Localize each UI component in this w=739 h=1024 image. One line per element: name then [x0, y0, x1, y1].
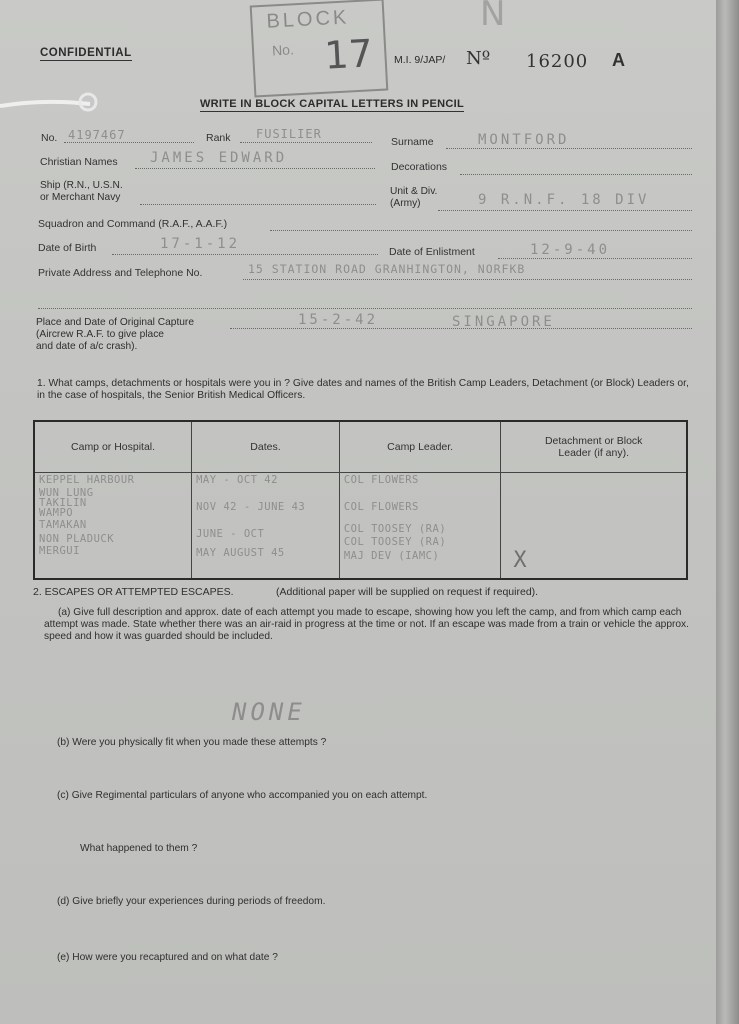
- form-number: 16200: [526, 51, 589, 72]
- question-2a-answer: NONE: [232, 698, 306, 726]
- address-line-2: [38, 308, 692, 309]
- stamp-no-label: No.: [271, 41, 295, 59]
- no-value: 4197467: [68, 128, 126, 142]
- header-detachment: Detachment or Block Leader (if any).: [501, 421, 687, 473]
- form-number-label: Nº: [466, 48, 491, 69]
- leader-cell: COL TOOSEY (RA): [343, 523, 447, 535]
- dates-cell: MAY AUGUST 45: [196, 547, 285, 559]
- question-2c: (c) Give Regimental particulars of anyone who accompanied you on each attempt.: [57, 790, 428, 801]
- address-value: 15 STATION ROAD GRANHINGTON, NORFKB: [248, 262, 526, 276]
- ship-line: [140, 204, 376, 205]
- address-label: Private Address and Telephone No.: [38, 267, 203, 279]
- camp-cell: WUN LUNG TAKILIN WAMPO: [39, 487, 94, 519]
- decorations-label: Decorations: [391, 161, 448, 173]
- header-dates: Dates.: [192, 421, 340, 473]
- address-line: [243, 279, 692, 280]
- block-stamp: [250, 0, 389, 97]
- camp-cell: TAMAKAN: [39, 519, 87, 531]
- squadron-line: [270, 230, 692, 231]
- detachment-column: [501, 473, 687, 580]
- leader-cell: COL FLOWERS: [343, 501, 419, 513]
- squadron-label: Squadron and Command (R.A.F., A.A.F.): [38, 218, 228, 230]
- rank-label: Rank: [206, 132, 231, 144]
- detachment-mark: X: [513, 548, 528, 573]
- christian-names-value: JAMES EDWARD: [150, 150, 288, 166]
- rank-line: [240, 142, 372, 143]
- question-2b: (b) Were you physically fit when you made these attempts ?: [57, 737, 327, 748]
- no-label: No.: [41, 132, 58, 144]
- camps-table: [33, 420, 688, 580]
- surname-label: Surname: [391, 136, 434, 148]
- binder-edge: [716, 0, 739, 1024]
- christian-names-label: Christian Names: [40, 156, 118, 168]
- question-2d: (d) Give briefly your experiences during periods of freedom.: [57, 896, 326, 907]
- question-2a: (a) Give full description and approx. date of each attempt you made to escape, showing how you left the camp, and from which camp each attempt was made. State whether there was an air-raid in progress at the time or not. If an escape was made from a train or vehicle the approx. speed and how it was guarded should be included.: [44, 607, 689, 642]
- question-1: 1. What camps, detachments or hospitals were you in ? Give dates and names of the British Camp Leaders, Detachment (or Block) Leaders or, in the case of hospitals, the Senior British Medical Officers.: [37, 378, 689, 401]
- unit-line: [438, 210, 692, 211]
- capture-date-value: 15-2-42: [298, 312, 379, 328]
- header-camp-leader: Camp Leader.: [339, 421, 501, 473]
- question-2e: (e) How were you recaptured and on what date ?: [57, 952, 278, 963]
- confidential-label: CONFIDENTIAL: [40, 47, 132, 59]
- leader-cell: MAJ DEV (IAMC): [343, 550, 440, 562]
- dates-cell: NOV 42 - JUNE 43: [196, 501, 306, 513]
- rank-value: FUSILIER: [256, 127, 322, 141]
- camp-column: [34, 473, 192, 580]
- leader-cell: COL FLOWERS: [343, 474, 419, 486]
- unit-label: Unit & Div. (Army): [390, 186, 438, 209]
- form-reference: M.I. 9/JAP/: [394, 54, 446, 66]
- capture-place-value: SINGAPORE: [452, 314, 555, 330]
- camp-cell: NON PLADUCK: [39, 533, 115, 545]
- capture-label: Place and Date of Original Capture (Aircrew R.A.F. to give place and date of a/c crash).: [36, 317, 194, 352]
- dob-value: 17-1-12: [160, 236, 241, 252]
- camp-cell: KEPPEL HARBOUR: [39, 474, 135, 486]
- dates-column: [192, 473, 340, 580]
- unit-value: 9 R.N.F. 18 DIV: [478, 192, 650, 208]
- form-suffix: A: [612, 50, 625, 70]
- dates-cell: JUNE - OCT: [196, 528, 265, 540]
- enlistment-value: 12-9-40: [530, 242, 611, 258]
- leader-column: [339, 473, 501, 580]
- enlistment-label: Date of Enlistment: [389, 246, 475, 258]
- question-2-note: (Additional paper will be supplied on request if required).: [276, 586, 539, 598]
- decorations-line: [460, 174, 692, 175]
- surname-line: [446, 148, 692, 149]
- enlistment-line: [498, 258, 692, 259]
- stamp-word: BLOCK: [265, 6, 350, 33]
- dates-cell: MAY - OCT 42: [196, 474, 278, 486]
- ship-label: Ship (R.N., U.S.N. or Merchant Navy: [40, 180, 123, 203]
- header-camp: Camp or Hospital.: [34, 421, 192, 473]
- question-2-title: 2. ESCAPES OR ATTEMPTED ESCAPES.: [33, 586, 234, 598]
- instruction-heading: WRITE IN BLOCK CAPITAL LETTERS IN PENCIL: [200, 98, 464, 110]
- camp-cell: MERGUI: [39, 545, 80, 557]
- no-line: [64, 142, 194, 143]
- question-2c-followup: What happened to them ?: [80, 843, 198, 854]
- surname-value: MONTFORD: [478, 132, 570, 148]
- string-tie-icon: [0, 84, 110, 124]
- stamp-number: 17: [323, 31, 374, 78]
- christian-names-line: [135, 168, 375, 169]
- corner-mark: N: [480, 0, 506, 34]
- dob-label: Date of Birth: [38, 242, 97, 254]
- dob-line: [112, 254, 378, 255]
- leader-cell: COL TOOSEY (RA): [343, 536, 447, 548]
